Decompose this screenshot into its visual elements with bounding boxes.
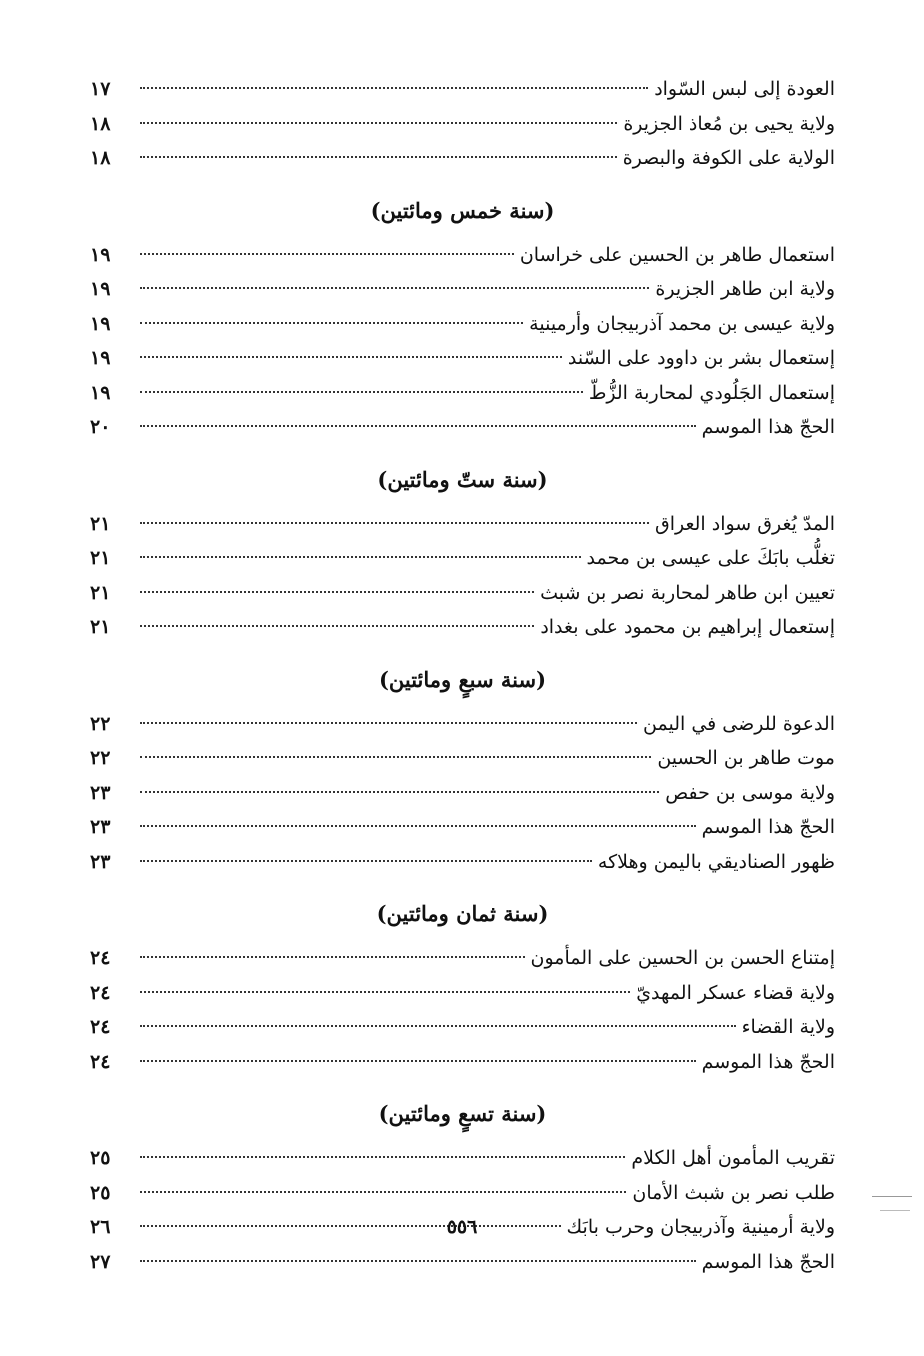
dot-leader (140, 825, 696, 827)
entry-page-number: ٢١ (90, 581, 111, 604)
entry-title: ولاية موسى بن حفص (665, 781, 835, 804)
entry-page-number: ١٩ (90, 347, 111, 369)
entry-page-number: ١٩ (90, 381, 111, 404)
section-heading: (سنة خمس ومائتين) (370, 197, 555, 223)
entry-page-number: ٢٤ (90, 947, 111, 969)
entry-page-number: ٢٣ (90, 850, 111, 873)
section-heading: (سنة سبعٍ ومائتين) (378, 666, 547, 692)
entry-page-number: ٢٤ (90, 1050, 111, 1073)
dot-leader (140, 860, 592, 862)
entry-page-number: ١٨ (90, 147, 111, 169)
entry-title: ولاية عيسى بن محمد آذربيجان وأرمينية (529, 312, 835, 335)
toc-entry (90, 541, 835, 576)
page-number: ٥٥٦ (446, 1216, 478, 1238)
margin-rule (872, 1196, 912, 1197)
dot-leader (140, 322, 523, 324)
dot-leader (140, 591, 534, 593)
dot-leader (140, 391, 583, 393)
entry-title: طلب نصر بن شبث الأمان (632, 1181, 835, 1204)
dot-leader (140, 756, 651, 758)
toc-entry (90, 307, 835, 342)
entry-title: الولاية على الكوفة والبصرة (622, 147, 835, 169)
toc-entry (90, 72, 835, 107)
entry-page-number: ٢٤ (90, 981, 111, 1004)
dot-leader (140, 1156, 625, 1158)
entry-title: إستعمال بشر بن داوود على السّند (567, 347, 835, 369)
margin-rule (880, 1210, 910, 1211)
dot-leader (140, 556, 581, 558)
entry-page-number: ١٧ (90, 78, 111, 100)
toc-entry (90, 272, 835, 307)
toc-body (90, 72, 835, 1279)
entry-page-number: ٢٧ (90, 1250, 111, 1273)
entry-title: العودة إلى لبس السّواد (654, 78, 835, 100)
toc-entry (90, 507, 835, 542)
entry-title: استعمال طاهر بن الحسين على خراسان (519, 243, 835, 266)
toc-entry (90, 776, 835, 811)
entry-title: موت طاهر بن الحسين (657, 747, 835, 769)
toc-entry (90, 410, 835, 445)
toc-entry (90, 1176, 835, 1211)
entry-title: إمتناع الحسن بن الحسين على المأمون (530, 947, 835, 969)
entry-title: ولاية قضاء عسكر المهديّ (636, 981, 835, 1004)
toc-entry (90, 341, 835, 376)
entry-title: إستعمال الجَلُودي لمحاربة الزُّطّ (588, 381, 835, 404)
dot-leader (140, 722, 637, 724)
entry-title: الحجّ هذا الموسم (701, 1050, 835, 1073)
toc-entry (90, 741, 835, 776)
entry-title: الحجّ هذا الموسم (701, 416, 835, 438)
entry-page-number: ١٩ (90, 278, 111, 300)
entry-title: المدّ يُغرق سواد العراق (654, 512, 835, 535)
toc-entry (90, 845, 835, 880)
toc-entry (90, 1245, 835, 1280)
dot-leader (140, 1191, 626, 1193)
entry-title: ولاية ابن طاهر الجزيرة (655, 278, 835, 300)
toc-entry (90, 576, 835, 611)
section-heading: (سنة ثمان ومائتين) (376, 901, 549, 926)
entry-title: تغلُّب بابَكَ على عيسى بن محمد (586, 547, 835, 569)
dot-leader (140, 1025, 736, 1027)
entry-page-number: ٢١ (90, 547, 111, 569)
entry-page-number: ٢٢ (90, 712, 111, 735)
entry-title: ولاية يحيى بن مُعاذ الجزيرة (623, 112, 835, 135)
toc-entry (90, 610, 835, 645)
entry-title: الحجّ هذا الموسم (701, 816, 835, 838)
toc-entry (90, 976, 835, 1011)
dot-leader (140, 122, 617, 124)
toc-entry (90, 376, 835, 411)
toc-entry (90, 941, 835, 976)
dot-leader (140, 253, 514, 255)
entry-page-number: ٢٥ (90, 1147, 111, 1169)
section-heading: (سنة ستّ ومائتين) (377, 466, 548, 492)
entry-page-number: ٢١ (90, 512, 111, 535)
dot-leader (140, 356, 562, 358)
dot-leader (140, 522, 649, 524)
entry-page-number: ٢٣ (90, 816, 111, 838)
dot-leader (140, 425, 696, 427)
entry-title: ولاية القضاء (741, 1016, 835, 1038)
entry-page-number: ٢٠ (90, 416, 111, 438)
entry-page-number: ٢٣ (90, 781, 111, 804)
dot-leader (140, 991, 630, 993)
toc-entry (90, 141, 835, 176)
dot-leader (140, 791, 659, 793)
entry-title: تعيين ابن طاهر لمحاربة نصر بن شبث (540, 581, 835, 604)
dot-leader (140, 1260, 696, 1262)
dot-leader (140, 156, 617, 158)
entry-title: إستعمال إبراهيم بن محمود على بغداد (540, 616, 835, 638)
toc-entry (90, 1010, 835, 1045)
dot-leader (140, 87, 648, 89)
entry-page-number: ٢٢ (90, 747, 111, 769)
entry-title: الدعوة للرضى في اليمن (643, 712, 835, 735)
toc-entry (90, 1141, 835, 1176)
entry-title: الحجّ هذا الموسم (701, 1250, 835, 1273)
entry-page-number: ٢٦ (90, 1216, 111, 1238)
entry-page-number: ٢٥ (90, 1181, 111, 1204)
toc-entry (90, 238, 835, 273)
dot-leader (140, 625, 534, 627)
entry-page-number: ١٩ (90, 312, 111, 335)
toc-entry (90, 810, 835, 845)
section-heading: (سنة تسعٍ ومائتين) (378, 1101, 547, 1126)
entry-page-number: ١٨ (90, 112, 111, 135)
entry-title: ظهور الصناديقي باليمن وهلاكه (597, 850, 835, 873)
toc-entry (90, 1045, 835, 1080)
entry-title: ولاية أرمينية وآذربيجان وحرب بابَك (566, 1216, 835, 1238)
dot-leader (140, 1060, 696, 1062)
toc-entry (90, 107, 835, 142)
entry-page-number: ٢٤ (90, 1016, 111, 1038)
dot-leader (140, 287, 649, 289)
entry-title: تقريب المأمون أهل الكلام (631, 1147, 835, 1169)
toc-entry (90, 707, 835, 742)
dot-leader (140, 956, 525, 958)
entry-page-number: ٢١ (90, 616, 111, 638)
table-of-contents (90, 72, 835, 1279)
entry-page-number: ١٩ (90, 243, 111, 266)
